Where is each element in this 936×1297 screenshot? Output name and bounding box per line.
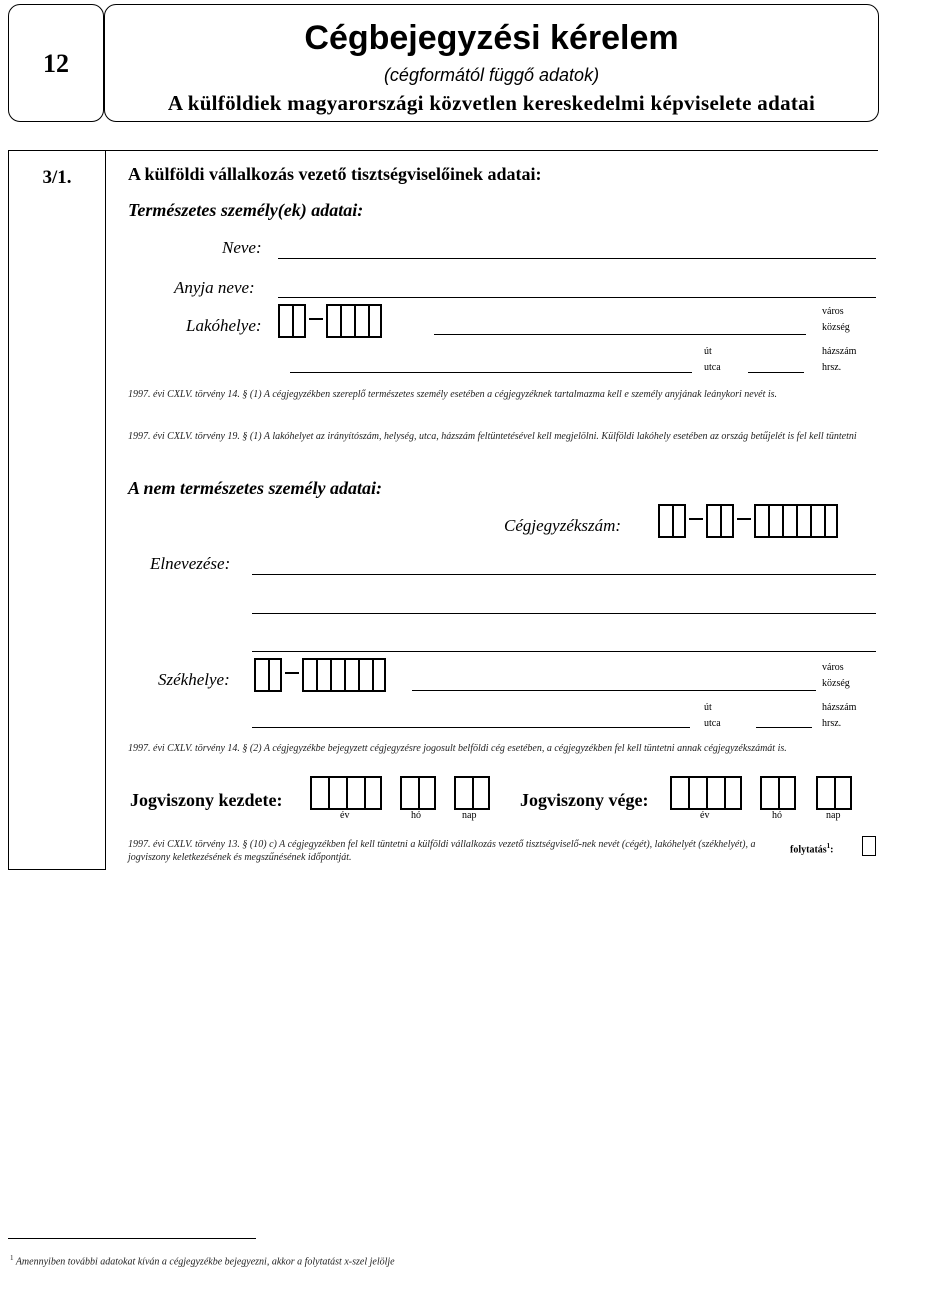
- seat-kozseg-label: község: [822, 678, 850, 689]
- seat-ut-label: út: [704, 702, 712, 713]
- continue-label: folytatás$^1$:: [790, 842, 834, 856]
- residence-utca-label: utca: [704, 362, 721, 373]
- seat-city-line[interactable]: [412, 690, 816, 691]
- natural-person-heading: Természetes személy(ek) adatai:: [128, 200, 364, 220]
- footnote: [10, 1252, 395, 1268]
- end-ev-label: év: [700, 810, 710, 821]
- relationship-end-label: Jogviszony vége:: [520, 790, 649, 810]
- footnote-mark: 1: [10, 1254, 14, 1262]
- mother-name-line[interactable]: [278, 297, 876, 298]
- legal-note-company-reg: 1997. évi CXLV. törvény 14. § (2) A cégjegyzékbe bejegyzett cégjegyzésre jogosult belföldi cég esetében, a cégjegyzékben fel kell tüntetni annak cégjegyzékszámát is.: [128, 743, 787, 754]
- end-year-boxes[interactable]: [670, 774, 742, 810]
- legal-note-residence: 1997. évi CXLV. törvény 19. § (1) A lakóhelyet az irányítószám, helység, utca, házszám feltüntetésével kell megjelölni. Külföldi lakóhely esetében az ország betűjelét is fel kell tüntetni: [128, 431, 857, 442]
- seat-hazszam-label: házszám: [822, 702, 857, 713]
- legal-person-heading: A nem természetes személy adatai:: [128, 478, 382, 498]
- seat-postcode-boxes[interactable]: [254, 656, 386, 692]
- residence-hazszam-label: házszám: [822, 346, 857, 357]
- start-ev-label: év: [340, 810, 350, 821]
- start-month-boxes[interactable]: [400, 774, 436, 810]
- form-heading: A külföldiek magyarországi közvetlen kereskedelmi képviselete adatai: [167, 91, 816, 115]
- title-box: [104, 4, 879, 122]
- name-label: Neve:: [222, 238, 262, 257]
- residence-city-line[interactable]: [434, 334, 806, 335]
- section-number-box: [8, 150, 106, 870]
- company-name-label: Elnevezése:: [150, 554, 231, 573]
- residence-street-line[interactable]: [290, 372, 692, 373]
- page-number: 12: [43, 49, 69, 78]
- residence-number-line[interactable]: [748, 372, 804, 373]
- residence-varos-label: város: [822, 306, 844, 317]
- section-number: 3/1.: [42, 167, 72, 188]
- seat-varos-label: város: [822, 662, 844, 673]
- form-subtitle: (cégformától függő adatok): [383, 65, 600, 85]
- company-reg-label: Cégjegyzékszám:: [504, 516, 622, 535]
- section-top-rule: [106, 150, 878, 151]
- continue-label-text: folytatás: [790, 844, 827, 856]
- seat-hrsz-label: hrsz.: [822, 718, 842, 729]
- start-year-boxes[interactable]: [310, 774, 382, 810]
- page-number-box: [8, 4, 104, 122]
- name-line[interactable]: [278, 258, 876, 259]
- seat-label: Székhelye:: [158, 670, 230, 689]
- company-reg-boxes[interactable]: [658, 502, 838, 538]
- seat-number-line[interactable]: [756, 727, 812, 728]
- legal-note-relationship: 1997. évi CXLV. törvény 13. § (10) c) A cégjegyzékben fel kell tüntetni a külföldi vállalkozás vezető tisztségviselő-nek nevét (cégét), lakóhelyét (székhelyét), a jogviszony keletkezésének és megszűnésének időpontját.: [128, 839, 756, 863]
- company-name-line-1[interactable]: [252, 574, 876, 575]
- section-title: A külföldi vállalkozás vezető tisztségviselőinek adatai:: [128, 164, 542, 184]
- end-ho-label: hó: [772, 810, 782, 821]
- footnote-rule: [8, 1238, 256, 1239]
- continue-checkbox[interactable]: [862, 836, 876, 856]
- legal-note-mother: 1997. évi CXLV. törvény 14. § (1) A cégjegyzékben szereplő természetes személy esetében a cégjegyzéknek tartalmazma kell e személy anyjának leánykori nevét is.: [128, 389, 778, 400]
- relationship-start-label: Jogviszony kezdete:: [130, 790, 283, 810]
- residence-kozseg-label: község: [822, 322, 850, 333]
- end-month-boxes[interactable]: [760, 774, 796, 810]
- seat-street-line[interactable]: [252, 727, 690, 728]
- seat-utca-label: utca: [704, 718, 721, 729]
- end-day-boxes[interactable]: [816, 774, 852, 810]
- start-nap-label: nap: [462, 810, 477, 821]
- residence-label: Lakóhelye:: [186, 316, 262, 335]
- start-ho-label: hó: [411, 810, 421, 821]
- residence-postcode-boxes[interactable]: [278, 302, 382, 338]
- residence-hrsz-label: hrsz.: [822, 362, 842, 373]
- residence-ut-label: út: [704, 346, 712, 357]
- start-day-boxes[interactable]: [454, 774, 490, 810]
- company-name-line-2[interactable]: [252, 613, 876, 614]
- footnote-text: Amennyiben további adatokat kíván a cégjegyzékbe bejegyezni, akkor a folytatást x-szel jelölje: [15, 1256, 395, 1268]
- end-nap-label: nap: [826, 810, 841, 821]
- form-title: Cégbejegyzési kérelem: [304, 19, 679, 57]
- mother-name-label: Anyja neve:: [174, 278, 255, 297]
- company-name-line-3[interactable]: [252, 651, 876, 652]
- continue-footnote-mark: 1: [826, 842, 831, 850]
